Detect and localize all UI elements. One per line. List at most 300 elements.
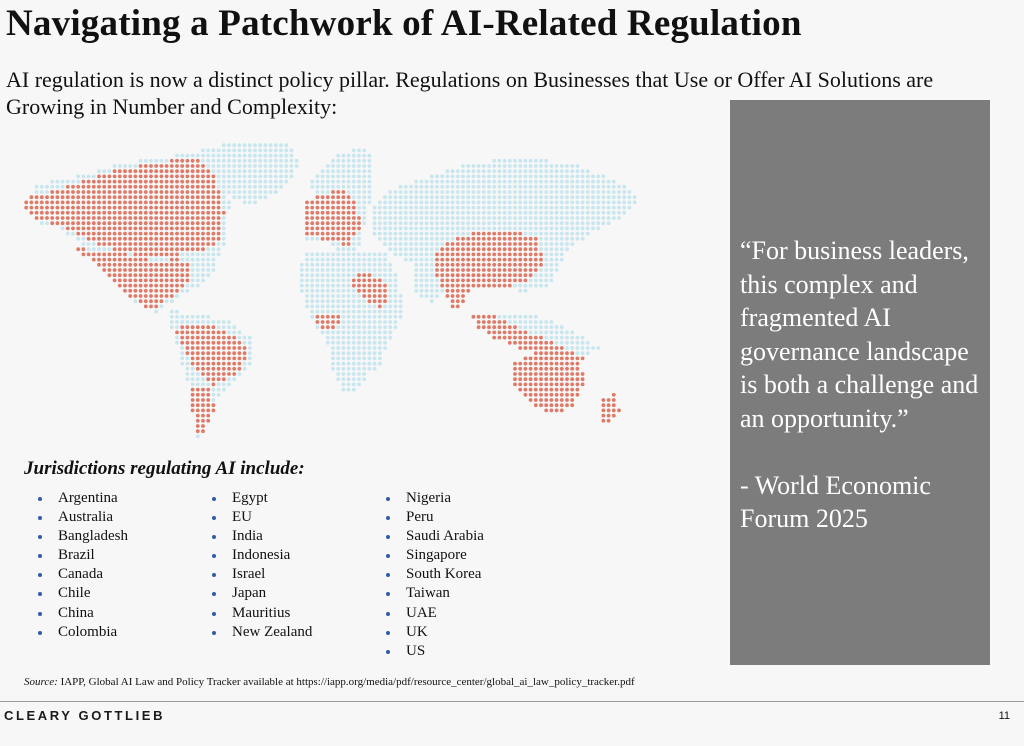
map-dot: [269, 169, 273, 173]
map-dot-regulated: [170, 247, 174, 251]
map-dot: [420, 268, 424, 272]
map-dot: [180, 154, 184, 158]
map-dot-regulated: [154, 242, 158, 246]
map-dot-regulated: [565, 362, 569, 366]
map-dot-regulated: [347, 201, 351, 205]
map-dot-regulated: [123, 201, 127, 205]
map-dot-regulated: [128, 242, 132, 246]
map-dot: [414, 268, 418, 272]
map-dot-regulated: [186, 232, 190, 236]
map-dot: [222, 216, 226, 220]
map-dot: [144, 159, 148, 163]
map-dot-regulated: [206, 331, 210, 335]
map-dot: [279, 149, 283, 153]
map-dot-regulated: [186, 169, 190, 173]
map-dot: [326, 258, 330, 262]
map-dot: [232, 159, 236, 163]
map-dot-regulated: [518, 388, 522, 392]
map-dot: [394, 216, 398, 220]
map-dot: [388, 325, 392, 329]
map-dot-regulated: [352, 279, 356, 283]
map-dot-regulated: [154, 279, 158, 283]
map-dot-regulated: [472, 273, 476, 277]
map-dot-regulated: [175, 169, 179, 173]
map-dot: [352, 273, 356, 277]
map-dot-regulated: [477, 315, 481, 319]
map-dot: [425, 263, 429, 267]
map-dot: [232, 195, 236, 199]
map-dot-regulated: [539, 388, 543, 392]
map-dot-regulated: [212, 331, 216, 335]
map-dot: [544, 258, 548, 262]
map-dot: [576, 211, 580, 215]
map-dot-regulated: [461, 279, 465, 283]
map-dot-regulated: [175, 253, 179, 257]
map-dot-regulated: [321, 315, 325, 319]
map-dot: [186, 362, 190, 366]
map-dot-regulated: [108, 258, 112, 262]
map-dot: [529, 195, 533, 199]
map-dot-regulated: [524, 393, 528, 397]
map-dot-regulated: [503, 273, 507, 277]
map-dot-regulated: [134, 273, 138, 277]
map-dot: [524, 169, 528, 173]
map-dot: [290, 159, 294, 163]
map-dot-regulated: [560, 351, 564, 355]
map-dot: [279, 143, 283, 147]
map-dot: [316, 310, 320, 314]
map-dot: [570, 190, 574, 194]
map-dot-regulated: [61, 195, 65, 199]
map-dot-regulated: [544, 403, 548, 407]
map-dot-regulated: [128, 195, 132, 199]
map-dot: [529, 232, 533, 236]
map-dot: [310, 253, 314, 257]
map-dot: [596, 185, 600, 189]
map-dot: [342, 273, 346, 277]
map-dot-regulated: [149, 190, 153, 194]
map-dot-regulated: [534, 362, 538, 366]
map-dot: [513, 180, 517, 184]
map-dot-regulated: [175, 227, 179, 231]
map-dot: [581, 195, 585, 199]
map-dot: [492, 159, 496, 163]
map-dot: [342, 258, 346, 262]
map-dot-regulated: [180, 164, 184, 168]
map-dot-regulated: [212, 372, 216, 376]
map-dot: [498, 221, 502, 225]
map-dot: [539, 284, 543, 288]
map-dot: [550, 180, 554, 184]
map-dot: [550, 247, 554, 251]
map-dot-regulated: [180, 263, 184, 267]
map-dot-regulated: [477, 320, 481, 324]
map-dot-regulated: [76, 185, 80, 189]
map-dot-regulated: [466, 268, 470, 272]
map-dot-regulated: [76, 206, 80, 210]
map-dot-regulated: [565, 383, 569, 387]
map-dot: [513, 284, 517, 288]
map-dot: [430, 201, 434, 205]
map-dot: [352, 320, 356, 324]
map-dot: [581, 211, 585, 215]
map-dot: [378, 206, 382, 210]
map-dot: [466, 206, 470, 210]
map-dot-regulated: [196, 227, 200, 231]
map-dot: [274, 185, 278, 189]
map-dot-regulated: [217, 237, 221, 241]
map-dot: [633, 195, 637, 199]
map-dot-regulated: [456, 299, 460, 303]
map-dot: [134, 299, 138, 303]
map-dot-regulated: [570, 377, 574, 381]
map-dot-regulated: [492, 331, 496, 335]
map-dot: [352, 367, 356, 371]
map-dot-regulated: [196, 169, 200, 173]
map-dot-regulated: [87, 195, 91, 199]
map-dot: [430, 284, 434, 288]
jurisdiction-item: Egypt: [206, 489, 312, 508]
page-number: 11: [998, 710, 1010, 722]
map-dot: [456, 232, 460, 236]
map-dot-regulated: [175, 247, 179, 251]
map-dot: [139, 159, 143, 163]
map-dot-regulated: [144, 242, 148, 246]
map-dot: [414, 289, 418, 293]
map-dot: [472, 190, 476, 194]
map-dot-regulated: [134, 232, 138, 236]
map-dot: [357, 315, 361, 319]
map-dot-regulated: [118, 206, 122, 210]
jurisdiction-item: Colombia: [32, 623, 128, 642]
map-dot-regulated: [222, 211, 226, 215]
map-dot: [305, 284, 309, 288]
map-dot-regulated: [35, 201, 39, 205]
map-dot: [430, 294, 434, 298]
map-dot-regulated: [191, 159, 195, 163]
map-dot-regulated: [82, 253, 86, 257]
map-dot-regulated: [518, 383, 522, 387]
map-dot: [524, 320, 528, 324]
map-dot: [446, 175, 450, 179]
map-dot: [217, 383, 221, 387]
map-dot-regulated: [118, 169, 122, 173]
map-dot: [544, 175, 548, 179]
map-dot: [466, 221, 470, 225]
map-dot-regulated: [461, 263, 465, 267]
map-dot-regulated: [451, 258, 455, 262]
map-dot-regulated: [222, 367, 226, 371]
map-dot-regulated: [544, 341, 548, 345]
map-dot-regulated: [513, 336, 517, 340]
map-dot: [498, 175, 502, 179]
map-dot: [373, 367, 377, 371]
map-dot-regulated: [529, 273, 533, 277]
map-dot: [212, 169, 216, 173]
map-dot-regulated: [446, 258, 450, 262]
map-dot: [305, 294, 309, 298]
map-dot-regulated: [529, 263, 533, 267]
map-dot: [529, 227, 533, 231]
map-dot: [399, 216, 403, 220]
map-dot-regulated: [461, 237, 465, 241]
map-dot: [508, 159, 512, 163]
map-dot-regulated: [581, 357, 585, 361]
map-dot-regulated: [513, 331, 517, 335]
map-dot-regulated: [108, 268, 112, 272]
map-dot: [342, 320, 346, 324]
map-dot: [383, 310, 387, 314]
map-dot: [529, 190, 533, 194]
map-dot-regulated: [529, 383, 533, 387]
map-dot-regulated: [217, 351, 221, 355]
map-dot-regulated: [326, 201, 330, 205]
map-dot: [342, 284, 346, 288]
map-dot-regulated: [544, 409, 548, 413]
map-dot: [414, 221, 418, 225]
jurisdiction-item: Japan: [206, 584, 312, 603]
map-dot: [336, 289, 340, 293]
map-dot: [352, 294, 356, 298]
map-dot: [232, 190, 236, 194]
map-dot: [539, 227, 543, 231]
map-dot: [357, 206, 361, 210]
map-dot-regulated: [446, 247, 450, 251]
map-dot: [482, 216, 486, 220]
map-dot: [222, 206, 226, 210]
map-dot: [617, 211, 621, 215]
map-dot: [399, 190, 403, 194]
map-dot-regulated: [456, 294, 460, 298]
map-dot: [503, 211, 507, 215]
map-dot: [477, 211, 481, 215]
map-dot: [232, 149, 236, 153]
map-dot: [570, 331, 574, 335]
map-dot-regulated: [555, 393, 559, 397]
map-dot: [191, 377, 195, 381]
map-dot: [321, 331, 325, 335]
map-dot-regulated: [217, 195, 221, 199]
map-dot-regulated: [466, 263, 470, 267]
map-dot: [534, 325, 538, 329]
map-dot: [576, 169, 580, 173]
map-dot-regulated: [498, 325, 502, 329]
map-dot: [191, 263, 195, 267]
map-dot-regulated: [165, 185, 169, 189]
map-dot-regulated: [139, 258, 143, 262]
map-dot-regulated: [201, 372, 205, 376]
map-dot: [550, 258, 554, 262]
map-dot-regulated: [550, 377, 554, 381]
map-dot: [539, 221, 543, 225]
map-dot: [492, 175, 496, 179]
map-dot: [607, 211, 611, 215]
map-dot-regulated: [118, 185, 122, 189]
map-dot: [477, 185, 481, 189]
map-dot-regulated: [123, 237, 127, 241]
map-dot-regulated: [113, 253, 117, 257]
map-dot: [186, 315, 190, 319]
map-dot: [253, 201, 257, 205]
map-dot: [284, 143, 288, 147]
map-dot-regulated: [227, 341, 231, 345]
map-dot-regulated: [378, 299, 382, 303]
world-map: [18, 136, 648, 446]
map-dot-regulated: [461, 242, 465, 246]
map-dot: [274, 154, 278, 158]
map-dot-regulated: [212, 195, 216, 199]
map-dot-regulated: [160, 273, 164, 277]
map-dot: [399, 315, 403, 319]
map-dot: [352, 299, 356, 303]
map-dot-regulated: [113, 247, 117, 251]
map-dot-regulated: [565, 388, 569, 392]
map-dot-regulated: [102, 253, 106, 257]
map-dot: [362, 320, 366, 324]
map-dot-regulated: [201, 247, 205, 251]
map-dot: [430, 211, 434, 215]
map-dot: [196, 284, 200, 288]
map-dot: [388, 221, 392, 225]
map-dot: [550, 221, 554, 225]
map-dot-regulated: [144, 273, 148, 277]
map-dot: [347, 320, 351, 324]
map-dot-regulated: [206, 403, 210, 407]
map-dot-regulated: [368, 273, 372, 277]
map-dot: [414, 263, 418, 267]
map-dot: [128, 164, 132, 168]
map-dot-regulated: [149, 180, 153, 184]
map-dot: [446, 221, 450, 225]
map-dot: [253, 169, 257, 173]
map-dot-regulated: [180, 159, 184, 163]
map-dot-regulated: [212, 185, 216, 189]
map-dot-regulated: [503, 232, 507, 236]
map-dot: [378, 315, 382, 319]
map-dot-regulated: [508, 268, 512, 272]
map-dot: [232, 325, 236, 329]
map-dot: [368, 154, 372, 158]
map-dot: [336, 175, 340, 179]
map-dot: [440, 195, 444, 199]
map-dot: [617, 195, 621, 199]
map-dot-regulated: [576, 367, 580, 371]
map-dot: [508, 190, 512, 194]
map-dot: [388, 216, 392, 220]
map-dot: [373, 325, 377, 329]
map-dot-regulated: [196, 341, 200, 345]
map-dot: [165, 258, 169, 262]
map-dot-regulated: [524, 388, 528, 392]
map-dot: [362, 216, 366, 220]
map-dot-regulated: [534, 336, 538, 340]
map-dot: [607, 190, 611, 194]
map-dot-regulated: [170, 253, 174, 257]
map-dot-regulated: [336, 237, 340, 241]
map-dot-regulated: [316, 221, 320, 225]
map-dot: [331, 185, 335, 189]
map-dot: [352, 258, 356, 262]
map-dot-regulated: [154, 201, 158, 205]
map-dot-regulated: [550, 398, 554, 402]
map-dot-regulated: [331, 232, 335, 236]
map-dot: [310, 284, 314, 288]
map-dot: [430, 268, 434, 272]
map-dot-regulated: [144, 211, 148, 215]
map-dot: [581, 185, 585, 189]
map-dot: [435, 211, 439, 215]
map-dot-regulated: [529, 336, 533, 340]
map-dot: [394, 221, 398, 225]
map-dot-regulated: [560, 362, 564, 366]
map-dot: [596, 221, 600, 225]
map-dot: [357, 232, 361, 236]
map-dot: [602, 195, 606, 199]
map-dot-regulated: [534, 268, 538, 272]
map-dot: [539, 242, 543, 246]
map-dot-regulated: [201, 211, 205, 215]
map-dot: [258, 149, 262, 153]
map-dot: [560, 237, 564, 241]
map-dot: [206, 268, 210, 272]
map-dot: [342, 294, 346, 298]
map-dot: [503, 206, 507, 210]
map-dot: [487, 221, 491, 225]
map-dot: [555, 341, 559, 345]
map-dot-regulated: [534, 383, 538, 387]
map-dot-regulated: [71, 185, 75, 189]
map-dot: [165, 299, 169, 303]
map-dot: [331, 263, 335, 267]
map-dot-regulated: [201, 351, 205, 355]
map-dot: [518, 185, 522, 189]
map-dot: [409, 232, 413, 236]
map-dot: [347, 372, 351, 376]
map-dot: [576, 201, 580, 205]
map-dot: [440, 289, 444, 293]
map-dot-regulated: [555, 398, 559, 402]
map-dot-regulated: [160, 247, 164, 251]
map-dot: [258, 159, 262, 163]
map-dot-regulated: [154, 263, 158, 267]
map-dot: [570, 164, 574, 168]
map-dot-regulated: [560, 357, 564, 361]
map-dot: [342, 325, 346, 329]
map-dot-regulated: [113, 232, 117, 236]
map-dot: [305, 273, 309, 277]
map-dot: [524, 206, 528, 210]
map-dot-regulated: [201, 325, 205, 329]
map-dot: [404, 242, 408, 246]
map-dot-regulated: [378, 289, 382, 293]
map-dot: [269, 154, 273, 158]
map-dot-regulated: [113, 227, 117, 231]
map-dot-regulated: [149, 227, 153, 231]
map-dot-regulated: [123, 273, 127, 277]
map-dot: [399, 253, 403, 257]
map-dot: [394, 299, 398, 303]
map-dot: [399, 232, 403, 236]
map-dot: [373, 357, 377, 361]
map-dot-regulated: [165, 268, 169, 272]
map-dot-regulated: [170, 268, 174, 272]
map-dot-regulated: [217, 201, 221, 205]
map-dot-regulated: [154, 289, 158, 293]
map-dot: [336, 357, 340, 361]
map-dot: [586, 227, 590, 231]
map-dot: [201, 268, 205, 272]
map-dot-regulated: [139, 268, 143, 272]
